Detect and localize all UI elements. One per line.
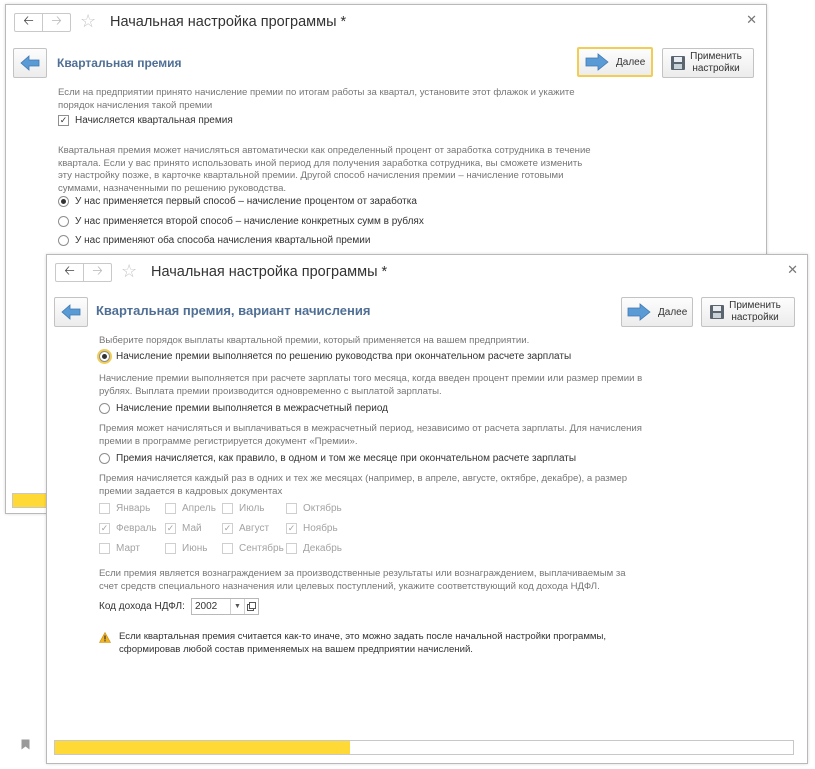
progress-fill [13,494,50,507]
apply-settings-button[interactable] [701,297,795,327]
radio-by-management-decision[interactable] [99,351,571,362]
month-checkbox[interactable] [222,523,269,534]
intro-text: Если на предприятии принято начисление премии по итогам работы за квартал, установите этот флажок и укажите порядок начисления такой премии [58,87,575,111]
month-checkbox-box [99,503,110,514]
forward-nav-button[interactable] [83,264,111,281]
month-checkbox-box: ✓ [100,523,109,533]
radio-label: У нас применяется первый способ – начисление процентом от заработка [75,196,417,207]
month-checkbox[interactable] [165,503,216,514]
apply-label: Применить настройки [729,300,781,323]
progress-bar [54,740,794,755]
month-checkbox[interactable] [99,503,150,514]
month-label: Март [116,543,140,554]
month-checkbox-box: ✓ [287,523,296,533]
month-label: Январь [116,503,151,514]
month-checkbox[interactable] [286,523,338,534]
close-icon[interactable]: ✕ [787,262,798,277]
title-bar [47,255,807,289]
month-label: Октябрь [303,503,342,514]
month-label: Май [182,523,202,534]
radio-label: Начисление премии выполняется по решению руководства при окончательном расчете зарплаты [116,351,572,362]
month-label: Февраль [116,523,157,534]
month-checkbox[interactable] [222,543,284,554]
back-step-button[interactable] [13,48,47,78]
open-form-icon[interactable] [244,599,258,614]
back-nav-button[interactable] [56,264,83,281]
option2-description: Премия может начисляться и выплачиваться в межрасчетный период, независимо от расчета зарплаты. Для начисления премии в программе регистрируется документ «Премии». [99,423,642,447]
section-title: Квартальная премия, вариант начисления [96,303,371,318]
window-title: Начальная настройка программы * [151,264,388,280]
favorite-star-icon[interactable]: ☆ [121,261,138,281]
warning-note [99,631,606,656]
intro-text: Выберите порядок выплаты квартальной премии, который применяется на вашем предприятии. [99,335,530,346]
radio-both-methods[interactable] [58,235,370,246]
arrow-left-icon [61,304,81,320]
warning-icon [99,632,111,643]
radio-label: Премия начисляется, как правило, в одном и том же месяце при окончательном расчете зарплаты [116,453,577,464]
radio-label: У нас применяют оба способа начисления квартальной премии [75,235,371,246]
month-label: Апрель [182,503,216,514]
month-checkbox[interactable] [99,523,157,534]
progress-fill [55,741,350,754]
bookmark-icon[interactable] [21,737,30,755]
back-nav-button[interactable] [15,14,42,31]
radio-interim-period[interactable] [99,403,388,414]
ndfl-code-value: 2002 [195,601,218,612]
window-title: Начальная настройка программы * [110,14,347,30]
month-label: Ноябрь [303,523,338,534]
favorite-star-icon[interactable]: ☆ [80,11,97,31]
month-checkbox-box [99,543,110,554]
arrow-left-icon: 🡠 [64,262,75,278]
checkbox-label: Начисляется квартальная премия [75,115,233,126]
radio-same-month[interactable] [99,453,576,464]
ndfl-description: Если премия является вознаграждением за производственные результаты или вознаграждением, выплачиваемым за счет средств специального назначения или целевых поступлений, укажите соответствующий код дохода НДФЛ. [99,568,626,592]
ndfl-code-label: Код дохода НДФЛ: [99,601,185,612]
month-label: Июнь [182,543,208,554]
radio-fixed-sum-method[interactable] [58,216,424,227]
method-description: Квартальная премия может начисляться автоматически как определенный процент от заработка сотрудника в течение квартала. Если у вас принято использовать иной период для получения заработка сотрудника, вы сможете изменить эту настройку позже, в карточке квартальной премии. Другой способ начисления премии – начисление готовыми суммами, назначенными по решению руководства. [58,145,591,194]
month-checkbox[interactable] [286,543,342,554]
option1-description: Начисление премии выполняется при расчете зарплаты того месяца, когда введен процент премии или размер премии в рублях. Выплата премии производится одновременно с выплатой зарплаты. [99,373,643,397]
section-title: Квартальная премия [57,56,182,70]
dropdown-arrow-icon[interactable]: ▼ [230,599,244,614]
checkmark-icon: ✓ [59,115,68,125]
month-label: Август [239,523,270,534]
month-checkbox-box: ✓ [166,523,175,533]
close-icon[interactable]: ✕ [746,12,757,27]
navigation-buttons [14,13,71,32]
month-checkbox[interactable] [99,543,140,554]
month-label: Июль [239,503,265,514]
arrow-left-icon [20,55,40,71]
arrow-left-icon: 🡠 [23,12,34,28]
arrow-right-icon: 🡢 [92,262,103,278]
month-checkbox-box [286,503,297,514]
month-checkbox-box [165,543,176,554]
month-checkbox[interactable] [165,543,207,554]
radio-label: У нас применяется второй способ – начисление конкретных сумм в рублях [75,216,424,227]
next-label: Далее [616,56,646,68]
next-button[interactable] [621,297,693,327]
radio-label: Начисление премии выполняется в межрасчетный период [116,403,388,414]
arrow-right-icon [585,53,609,71]
quarterly-bonus-checkbox[interactable] [58,115,233,126]
month-label: Сентябрь [239,543,284,554]
ndfl-code-select[interactable] [191,598,259,615]
foreground-setup-window [46,254,808,764]
navigation-buttons [55,263,112,282]
back-step-button[interactable] [54,297,88,327]
apply-settings-button[interactable] [662,48,754,78]
month-checkbox-box [222,543,233,554]
radio-percent-method[interactable] [58,196,417,207]
next-label: Далее [658,306,688,318]
option3-description: Премия начисляется каждый раз в одних и тех же месяцах (например, в апреле, августе, октябре, декабре), а размер премии задается в кадровых документах [99,473,628,497]
arrow-right-icon [627,303,651,321]
month-checkbox-box [165,503,176,514]
month-label: Декабрь [303,543,342,554]
apply-label: Применить настройки [690,51,742,74]
month-checkbox[interactable] [286,503,342,514]
month-checkbox[interactable] [165,523,202,534]
month-checkbox[interactable] [222,503,265,514]
arrow-right-icon: 🡢 [51,12,62,28]
warning-text: Если квартальная премия считается как-то иначе, это можно задать после начальной настройки программы, сформировав любой состав применяемых на вашем предприятии начислений. [119,631,607,655]
month-checkbox-box [286,543,297,554]
next-button[interactable] [577,47,653,77]
month-checkbox-box: ✓ [223,523,232,533]
month-checkbox-box [222,503,233,514]
forward-nav-button[interactable] [42,14,70,31]
title-bar [6,5,766,39]
floppy-disk-icon [709,304,725,320]
floppy-disk-icon [670,55,686,71]
